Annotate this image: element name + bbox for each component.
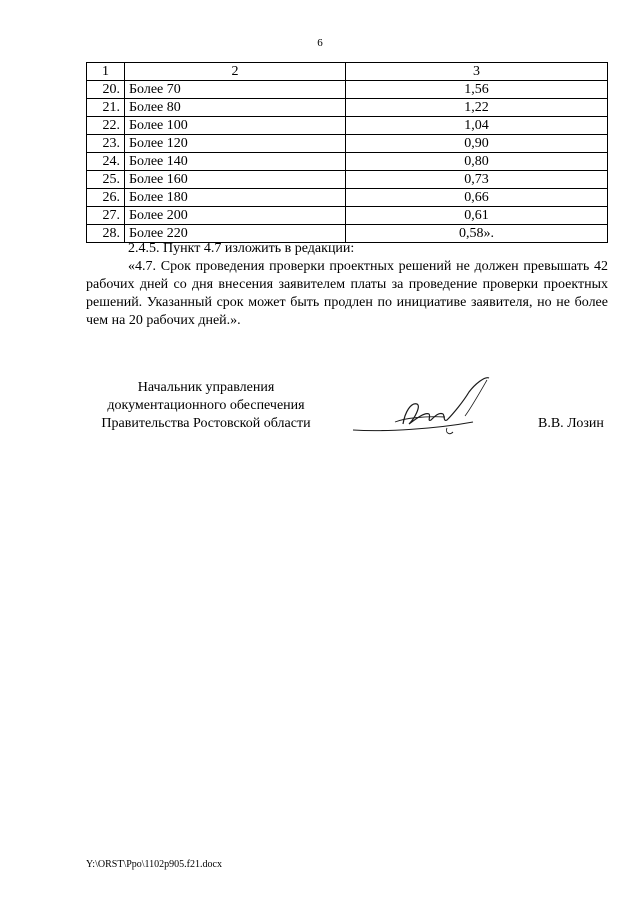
table-row [87,117,608,135]
file-path-footer: Y:\ORST\Ppo\1102p905.f21.docx [86,859,222,870]
row-coefficient-cell: 1,22 [346,99,608,117]
row-range-cell: Более 180 [125,189,346,207]
signatory-name: В.В. Лозин [538,416,604,431]
table-header-row [87,63,608,81]
table-row [87,153,608,171]
signatory-position-line-1: Начальник управления [137,380,275,395]
row-number-cell: 21. [87,99,125,117]
table-row [87,207,608,225]
row-coefficient-cell: 0,90 [346,135,608,153]
row-number-cell: 28. [87,225,125,243]
row-coefficient-cell: 0,73 [346,171,608,189]
row-range-cell: Более 100 [125,117,346,135]
paragraph-item-4-5: 2.4.5. Пункт 4.7 изложить в редакции: [128,241,355,256]
row-coefficient-cell: 1,04 [346,117,608,135]
row-range-cell: Более 140 [125,153,346,171]
row-range-cell: Более 70 [125,81,346,99]
row-number-cell: 23. [87,135,125,153]
handwritten-signature [345,372,505,442]
row-coefficient-cell: 0,80 [346,153,608,171]
signatory-position-line-2: документационного обеспечения [107,398,305,413]
row-coefficient-cell: 0,58». [346,225,608,243]
table-row [87,99,608,117]
row-range-cell: Более 220 [125,225,346,243]
row-number-cell: 20. [87,81,125,99]
header-cell-3: 3 [346,63,608,81]
signatory-position-line-3: Правительства Ростовской области [101,416,311,431]
row-coefficient-cell: 1,56 [346,81,608,99]
table-row [87,135,608,153]
table-row [87,189,608,207]
row-number-cell: 24. [87,153,125,171]
amendment-text [86,240,608,330]
row-range-cell: Более 160 [125,171,346,189]
coefficient-table [86,62,608,243]
signatory-position [86,379,326,433]
page-number: 6 [317,37,323,49]
row-number-cell: 25. [87,171,125,189]
header-cell-1: 1 [87,63,125,81]
header-cell-2: 2 [125,63,346,81]
row-range-cell: Более 80 [125,99,346,117]
row-number-cell: 22. [87,117,125,135]
row-coefficient-cell: 0,61 [346,207,608,225]
table-row [87,171,608,189]
row-number-cell: 27. [87,207,125,225]
row-number-cell: 26. [87,189,125,207]
table-row [87,81,608,99]
paragraph-item-4-7: «4.7. Срок проведения проверки проектных решений не должен превышать 42 рабочих дней со дня внесения заявителем платы за проведение проверки проектных решений. Указанный срок может быть продлен по инициативе заявителя, но не более чем на 20 рабочих дней.». [86,259,608,328]
row-coefficient-cell: 0,66 [346,189,608,207]
row-range-cell: Более 120 [125,135,346,153]
row-range-cell: Более 200 [125,207,346,225]
